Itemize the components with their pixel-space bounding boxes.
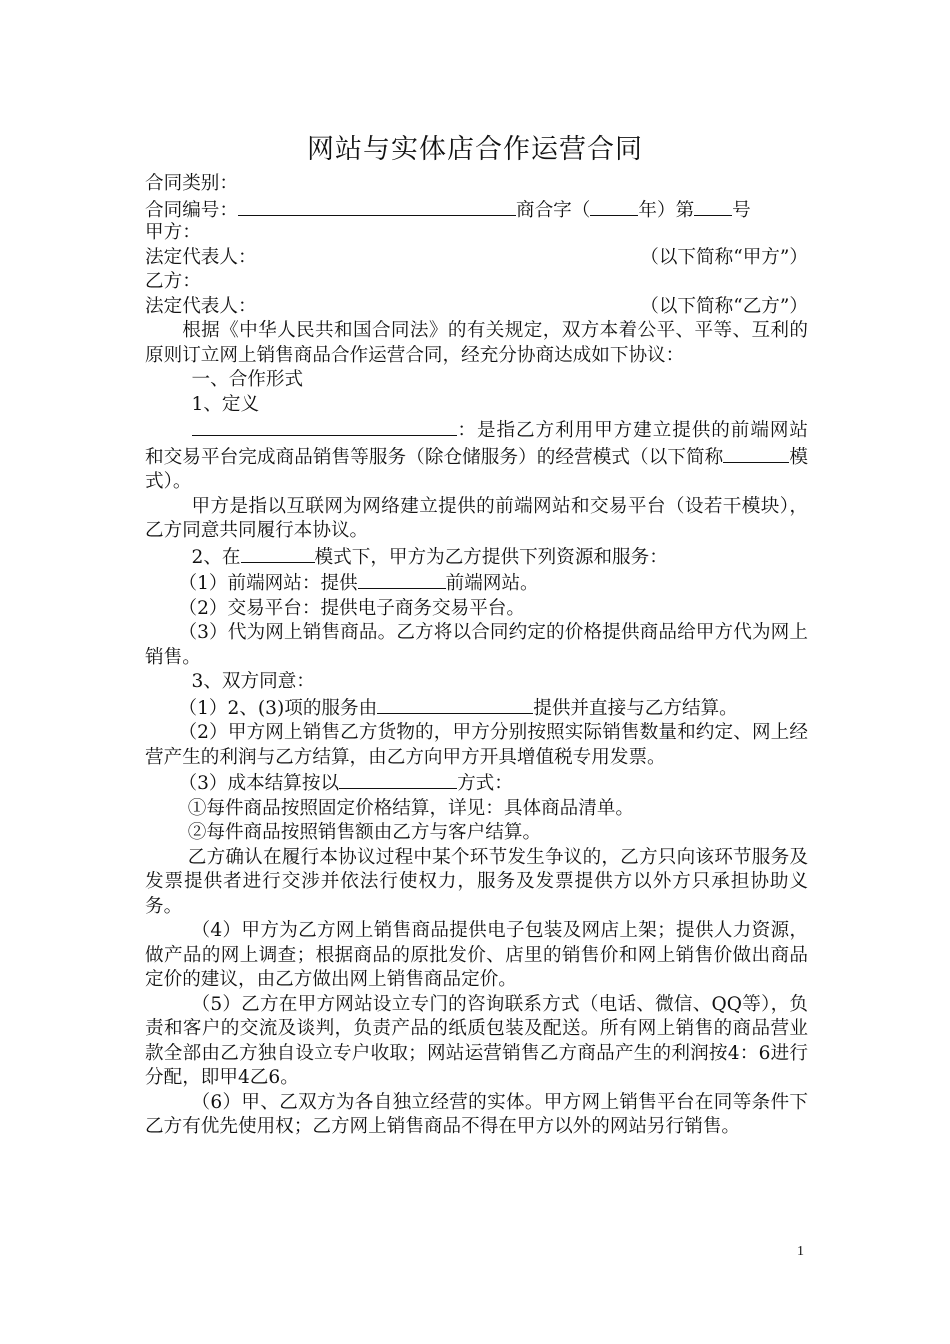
contract-number-line [145, 197, 808, 222]
contract-no-end: 号 [732, 199, 751, 221]
mode-short-blank[interactable] [723, 444, 789, 463]
agreement-heading: 3、双方同意： [191, 671, 315, 692]
definition-heading: 1、定义 [191, 393, 260, 415]
agreement-item-2: （2）甲方网上销售乙方货物的，甲方分别按照实际销售数量和约定、网上经营产生的利润与乙方结算，由乙方向甲方开具增值税专用发票。 [145, 722, 808, 768]
resource-item-2: （2）交易平台：提供电子商务交易平台。 [178, 597, 525, 619]
section1-heading: 一、合作形式 [191, 369, 304, 390]
resource-item-3: （3）代为网上销售商品。乙方将以合同约定的价格提供商品给甲方代为网上销售。 [145, 622, 808, 668]
resource-item-1-suffix: 前端网站。 [445, 573, 539, 594]
agreement-item-5: （5）乙方在甲方网站设立专门的咨询联系方式（电话、微信、QQ等），负责和客户的交流及谈判，负责产品的纸质包装及配送。所有网上销售的商品营业款全部由乙方独自设立专户收取；网站运营销售乙方商品产生的利润按4：6进行分配，即甲4乙6。 [145, 993, 808, 1088]
page-number: 1 [797, 1244, 804, 1259]
mode-blank[interactable] [241, 544, 315, 563]
number-blank[interactable] [694, 197, 732, 216]
agreement-item-6: （6）甲、乙双方为各自独立经营的实体。甲方网上销售平台在同等条件下乙方有优先使用权；乙方网上销售商品不得在甲方以外的网站另行销售。 [145, 1091, 808, 1137]
party-a-short-name: （以下简称“甲方”） [640, 246, 808, 268]
party-a-label: 甲方： [145, 222, 201, 243]
settlement-blank[interactable] [339, 770, 457, 789]
agreement-item-3-prefix: （3）成本结算按以 [178, 773, 340, 794]
legal-rep-a-line [145, 246, 808, 271]
service-provider-blank[interactable] [377, 695, 533, 714]
party-b-short-name: （以下简称“乙方”） [640, 295, 808, 317]
definition-paragraph [145, 417, 808, 495]
resources-suffix: 模式下，甲方为乙方提供下列资源和服务： [314, 546, 668, 568]
contract-no-label: 合同编号： [145, 199, 238, 221]
agreement-item-3 [145, 770, 808, 797]
contract-title: 网站与实体店合作运营合同 [307, 134, 643, 165]
preamble-paragraph: 根据《中华人民共和国合同法》的有关规定，双方本着公平、平等、互利的原则订立网上销售商品合作运营合同，经充分协商达成如下协议： [145, 320, 808, 366]
contract-no-year: 年）第 [638, 199, 695, 221]
year-blank[interactable] [590, 197, 638, 216]
party-b-line [145, 270, 808, 295]
agreement-item-3-suffix: 方式： [457, 773, 513, 794]
contract-no-blank[interactable] [238, 197, 516, 216]
resource-item-1-prefix: （1）前端网站：提供 [178, 573, 358, 594]
agreement-item-1-suffix: 提供并直接与乙方结算。 [533, 697, 738, 719]
agreement-item-4: （4）甲方为乙方网上销售商品提供电子包装及网店上架；提供人力资源，做产品的网上调查；根据商品的原批发价、店里的销售价和网上销售价做出商品定价的建议，由乙方做出网上销售商品定价。 [145, 920, 808, 990]
definition-text: ：是指乙方利用甲方建立提供的前端网站和交易平台完成商品销售等服务（除仓储服务）的经营模式（以下简称 [145, 420, 808, 468]
settlement-option-1: ①每件商品按照固定价格结算，详见：具体商品清单。 [187, 797, 635, 819]
mode-name-blank[interactable] [192, 417, 457, 436]
legal-rep-b-label: 法定代表人： [145, 295, 257, 317]
contract-body [145, 172, 808, 1140]
resources-prefix: 2、在 [191, 546, 241, 568]
resources-paragraph [145, 544, 808, 571]
legal-rep-a-label: 法定代表人： [145, 246, 257, 268]
agreement-item-1-prefix: （1）2、(3)项的服务由 [178, 697, 378, 719]
contract-no-middle: 商合字（ [515, 199, 591, 221]
dispute-paragraph: 乙方确认在履行本协议过程中某个环节发生争议的，乙方只向该环节服务及发票提供者进行交涉并依法行使权力，服务及发票提供方以外方只承担协助义务。 [145, 846, 808, 917]
definition-text-end: 模式）。 [145, 446, 808, 492]
settlement-option-2: ②每件商品按照销售额由乙方与客户结算。 [187, 822, 542, 843]
party-a-description: 甲方是指以互联网为网络建立提供的前端网站和交易平台（设若干模块），乙方同意共同履行本协议。 [145, 495, 808, 541]
contract-type-label: 合同类别： [145, 173, 238, 194]
agreement-item-1 [145, 695, 808, 722]
legal-rep-b-line [145, 295, 808, 320]
resource-item-1 [145, 570, 808, 597]
party-a-line [145, 221, 808, 246]
contract-type-line [145, 172, 808, 197]
frontend-blank[interactable] [358, 570, 446, 589]
party-b-label: 乙方： [145, 271, 201, 292]
